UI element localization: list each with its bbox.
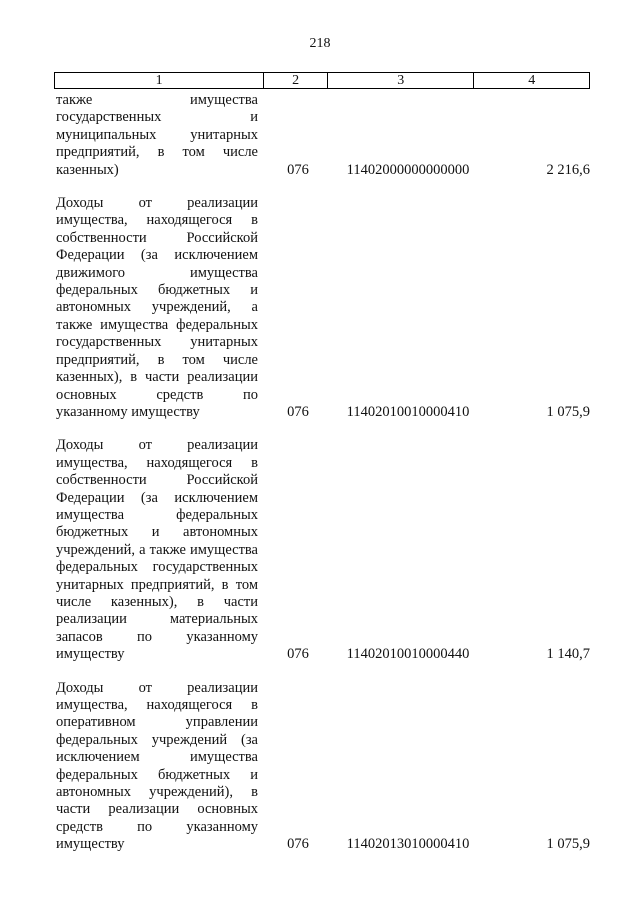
header-col-4: 4: [528, 73, 536, 88]
header-col-2: 2: [264, 73, 328, 88]
header-col-3: 3: [328, 73, 474, 88]
row-admin-code: 076: [287, 403, 309, 420]
table-row: [56, 195, 590, 421]
row-kbk-code: 11402000000000000: [346, 161, 470, 178]
row-description: Доходы от реализации имущества, находящегося в собственности Российской Федерации (за исключением движимого имущества федеральных бюджетных и автономных учреждений, а также имущества федеральных государственных унитарных предприятий, в том числе казенных), в части реализации основных средств по указанному имуществу: [56, 195, 258, 420]
row-kbk-code: 11402010010000410: [346, 403, 470, 420]
page-number: 218: [309, 36, 331, 51]
row-admin-code: 076: [287, 161, 309, 178]
row-description: Доходы от реализации имущества, находящегося в оперативном управлении федеральных учреждений (за исключением имущества федеральных бюджетных и автономных учреждений), в части реализации основных средств по указанному имуществу: [56, 679, 258, 853]
row-kbk-code: 11402010010000440: [346, 646, 470, 663]
row-amount: 1 075,9: [546, 403, 590, 420]
row-description: также имущества государственных и муниципальных унитарных предприятий, в том числе казенных): [56, 92, 258, 178]
row-kbk-code: 11402013010000410: [346, 836, 470, 853]
table-row: [56, 437, 590, 663]
row-description: Доходы от реализации имущества, находящегося в собственности Российской Федерации (за исключением имущества федеральных бюджетных и автономных учреждений, а также имущества федеральных государственных унитарных предприятий, в том числе казенных), в части реализации материальных запасов по указанному имуществу: [56, 437, 258, 663]
row-amount: 1 140,7: [546, 646, 590, 663]
row-admin-code: 076: [287, 646, 309, 663]
table-header: [54, 72, 590, 89]
row-amount: 2 216,6: [546, 161, 590, 178]
row-amount: 1 075,9: [546, 836, 590, 853]
header-col-1: 1: [55, 73, 264, 88]
row-admin-code: 076: [287, 836, 309, 853]
table-row: [56, 92, 590, 179]
table-body: [56, 92, 590, 870]
table-row: [56, 680, 590, 854]
